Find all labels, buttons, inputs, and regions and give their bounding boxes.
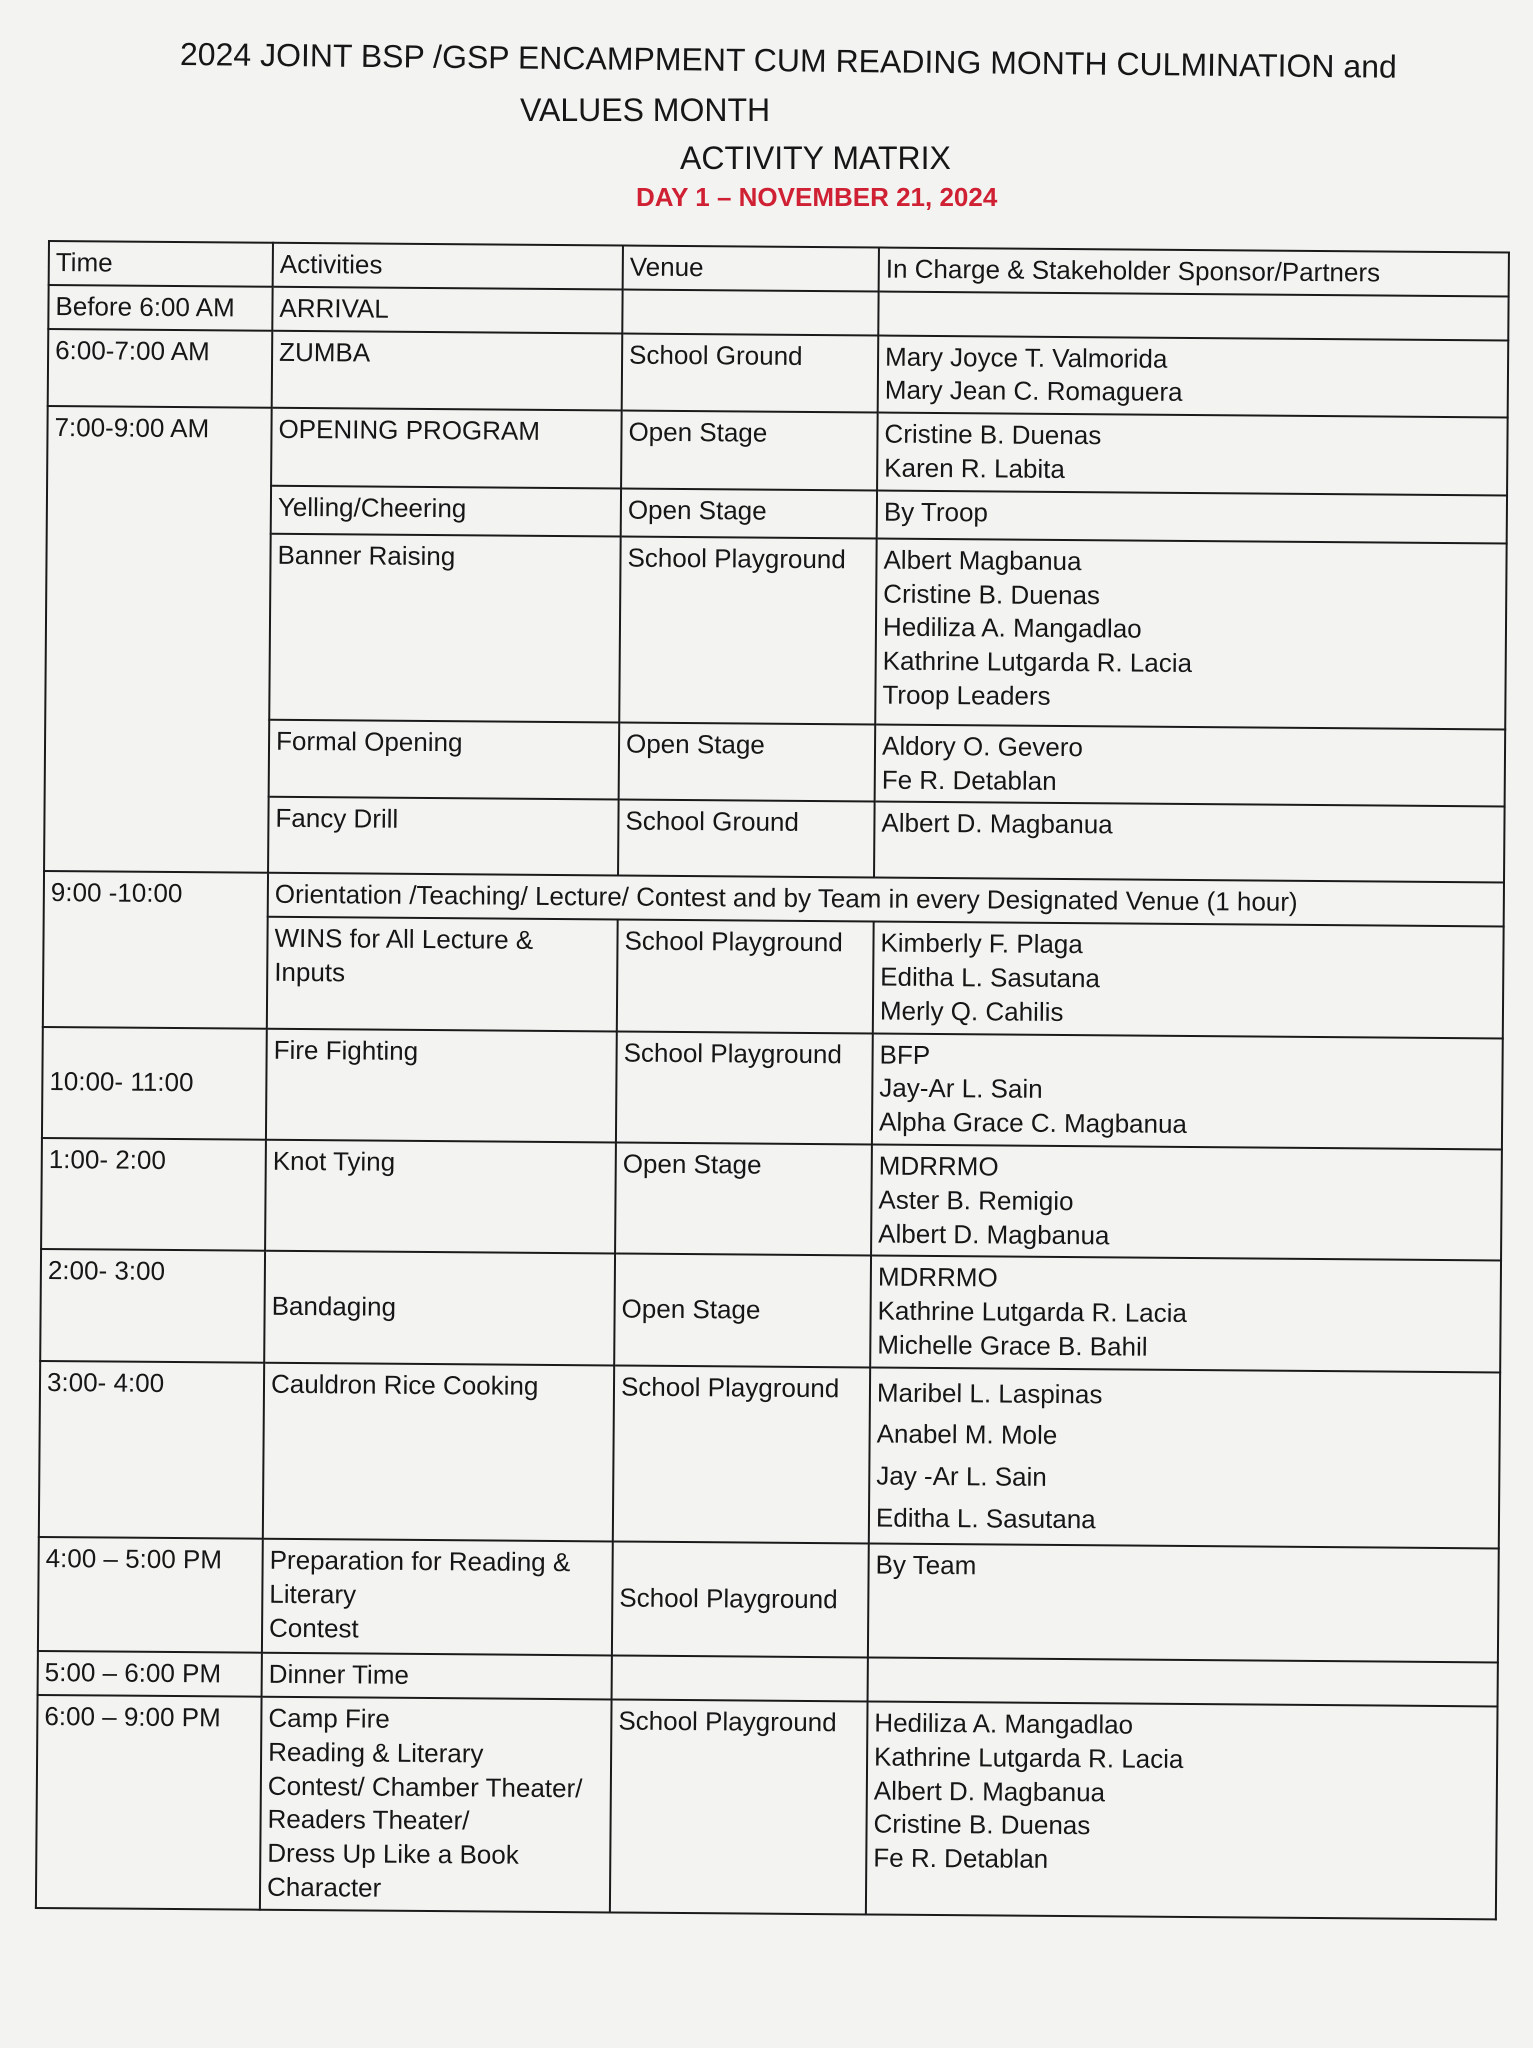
person-name: Karen R. Labita bbox=[884, 452, 1066, 484]
table-row bbox=[40, 1249, 1501, 1372]
person-name: Hediliza A. Mangadlao bbox=[882, 611, 1142, 644]
time-cell: 4:00 – 5:00 PM bbox=[38, 1537, 263, 1653]
activity-cell: Bandaging bbox=[264, 1251, 615, 1365]
table-row bbox=[36, 1695, 1498, 1919]
activity-cell: Yelling/Cheering bbox=[271, 486, 621, 537]
in-charge-cell bbox=[878, 291, 1508, 340]
table-row bbox=[38, 1537, 1499, 1662]
activity-cell: ARRIVAL bbox=[272, 287, 622, 334]
person-name: Cristine B. Duenas bbox=[884, 418, 1102, 451]
person-name: Albert Magbanua bbox=[883, 544, 1082, 576]
venue-cell: School Playground bbox=[612, 1542, 869, 1658]
in-charge-cell bbox=[869, 1367, 1500, 1548]
in-charge-cell bbox=[868, 1658, 1498, 1707]
time-cell: 3:00- 4:00 bbox=[39, 1361, 264, 1539]
time-cell: 7:00-9:00 AM bbox=[44, 406, 272, 873]
in-charge-cell bbox=[870, 1256, 1501, 1372]
person-name: Albert D. Magbanua bbox=[881, 807, 1113, 840]
time-cell: 2:00- 3:00 bbox=[40, 1249, 265, 1362]
activity-cell: Fancy Drill bbox=[268, 797, 619, 876]
activity-cell: Dinner Time bbox=[262, 1653, 612, 1700]
activity-cell: Banner Raising bbox=[269, 534, 620, 723]
in-charge-cell bbox=[877, 490, 1507, 543]
person-name: Jay -Ar L. Sain bbox=[876, 1460, 1047, 1492]
in-charge-cell bbox=[877, 413, 1508, 496]
activity-line: Preparation for Reading & bbox=[269, 1544, 571, 1578]
activity-cell bbox=[262, 1539, 613, 1656]
venue-cell bbox=[622, 289, 878, 335]
time-cell: 9:00 -10:00 bbox=[43, 871, 268, 1028]
activity-line: Contest/ Chamber Theater/ bbox=[267, 1770, 583, 1803]
column-header-activities: Activities bbox=[273, 243, 623, 290]
activity-cell bbox=[260, 1697, 612, 1913]
activity-line: Reading & Literary bbox=[268, 1736, 484, 1769]
activity-cell: Fire Fighting bbox=[266, 1028, 617, 1142]
venue-cell: Open Stage bbox=[615, 1142, 872, 1255]
activity-line: Camp Fire bbox=[268, 1702, 390, 1734]
person-name: Hediliza A. Mangadlao bbox=[874, 1707, 1134, 1740]
in-charge-cell bbox=[875, 724, 1506, 807]
activity-matrix-table bbox=[35, 240, 1510, 1920]
person-name: Editha L. Sasutana bbox=[880, 961, 1101, 994]
time-cell: 1:00- 2:00 bbox=[41, 1138, 266, 1251]
column-header-in-charge: In Charge & Stakeholder Sponsor/Partners bbox=[879, 248, 1509, 297]
in-charge-cell bbox=[873, 922, 1504, 1038]
day-date-heading: DAY 1 – NOVEMBER 21, 2024 bbox=[636, 182, 998, 212]
in-charge-cell bbox=[878, 335, 1509, 418]
activity-cell: Formal Opening bbox=[269, 720, 620, 800]
person-name: BFP bbox=[879, 1039, 931, 1070]
venue-cell: Open Stage bbox=[619, 722, 876, 802]
activity-line: Literary bbox=[269, 1578, 357, 1610]
column-header-venue: Venue bbox=[623, 246, 879, 292]
matrix-subtitle: ACTIVITY MATRIX bbox=[680, 140, 951, 176]
venue-cell: School Playground bbox=[613, 1365, 870, 1543]
person-name: Alpha Grace C. Magbanua bbox=[878, 1106, 1188, 1140]
person-name: Fe R. Detablan bbox=[881, 764, 1057, 796]
venue-cell: School Playground bbox=[619, 536, 876, 724]
person-name: Merly Q. Cahilis bbox=[879, 995, 1064, 1027]
person-name: Troop Leaders bbox=[882, 679, 1051, 711]
person-name: Albert D. Magbanua bbox=[873, 1775, 1106, 1807]
person-name: Anabel M. Mole bbox=[876, 1418, 1058, 1451]
column-header-time: Time bbox=[49, 241, 273, 287]
activity-cell: OPENING PROGRAM bbox=[271, 408, 622, 488]
person-name: Cristine B. Duenas bbox=[873, 1808, 1091, 1841]
in-charge-cell bbox=[874, 802, 1505, 883]
table-row bbox=[41, 1138, 1502, 1261]
activity-cell: ZUMBA bbox=[272, 330, 623, 410]
activity-cell: Cauldron Rice Cooking bbox=[263, 1362, 614, 1541]
person-name: Jay-Ar L. Sain bbox=[879, 1072, 1043, 1105]
venue-cell: School Playground bbox=[610, 1699, 868, 1914]
venue-cell: Open Stage bbox=[621, 488, 877, 538]
person-name: Kathrine Lutgarda R. Lacia bbox=[882, 645, 1193, 679]
title-line-2: VALUES MONTH bbox=[520, 92, 771, 128]
activity-cell: Knot Tying bbox=[265, 1140, 616, 1254]
time-cell: Before 6:00 AM bbox=[48, 285, 272, 331]
person-name: Kathrine Lutgarda R. Lacia bbox=[877, 1295, 1188, 1329]
in-charge-cell bbox=[866, 1701, 1498, 1919]
in-charge-cell bbox=[875, 538, 1506, 729]
person-name: Cristine B. Duenas bbox=[883, 578, 1101, 610]
person-name: MDRRMO bbox=[877, 1261, 998, 1293]
time-cell: 6:00 – 9:00 PM bbox=[36, 1695, 262, 1910]
table-row bbox=[48, 329, 1509, 418]
person-name: MDRRMO bbox=[878, 1150, 999, 1182]
activity-line: Readers Theater/ bbox=[267, 1804, 470, 1836]
person-name: Maribel L. Laspinas bbox=[876, 1377, 1103, 1410]
activity-line: Dress Up Like a Book Character bbox=[266, 1837, 519, 1903]
person-name: Mary Joyce T. Valmorida bbox=[884, 341, 1168, 374]
time-cell: 6:00-7:00 AM bbox=[48, 329, 273, 408]
person-name: Editha L. Sasutana bbox=[875, 1502, 1096, 1534]
person-name: By Team bbox=[875, 1549, 977, 1581]
person-name: Fe R. Detablan bbox=[873, 1842, 1049, 1874]
venue-cell: Open Stage bbox=[614, 1254, 871, 1367]
venue-cell: Open Stage bbox=[621, 411, 878, 491]
time-cell: 10:00- 11:00 bbox=[42, 1027, 267, 1140]
title-line-1: 2024 JOINT BSP /GSP ENCAMPMENT CUM READING MONTH CULMINATION and bbox=[179, 36, 1397, 85]
session-heading: Orientation /Teaching/ Lecture/ Contest and by Team in every Designated Venue (1 hour) bbox=[268, 873, 1504, 927]
person-name: Albert D. Magbanua bbox=[878, 1218, 1110, 1250]
time-cell: 5:00 – 6:00 PM bbox=[38, 1651, 262, 1697]
in-charge-cell bbox=[872, 1033, 1503, 1149]
in-charge-cell bbox=[868, 1544, 1499, 1663]
person-name: Michelle Grace B. Bahil bbox=[877, 1329, 1148, 1362]
activity-cell: WINS for All Lecture & Inputs bbox=[267, 917, 618, 1031]
table-row bbox=[42, 1027, 1503, 1150]
person-name: Mary Jean C. Romaguera bbox=[884, 374, 1183, 408]
person-name: Aldory O. Gevero bbox=[881, 730, 1084, 762]
venue-cell bbox=[612, 1656, 868, 1702]
in-charge-cell bbox=[871, 1144, 1502, 1260]
activity-line: Contest bbox=[268, 1612, 359, 1644]
venue-cell: School Ground bbox=[622, 333, 879, 413]
person-name: Aster B. Remigio bbox=[878, 1184, 1074, 1216]
person-name: Kimberly F. Plaga bbox=[880, 927, 1083, 960]
person-name: Kathrine Lutgarda R. Lacia bbox=[873, 1741, 1184, 1774]
table-row bbox=[47, 406, 1508, 495]
venue-cell: School Ground bbox=[618, 800, 875, 878]
table-row bbox=[39, 1361, 1500, 1549]
venue-cell: School Playground bbox=[617, 920, 874, 1033]
person-name: By Troop bbox=[883, 496, 989, 528]
venue-cell: School Playground bbox=[616, 1031, 873, 1144]
